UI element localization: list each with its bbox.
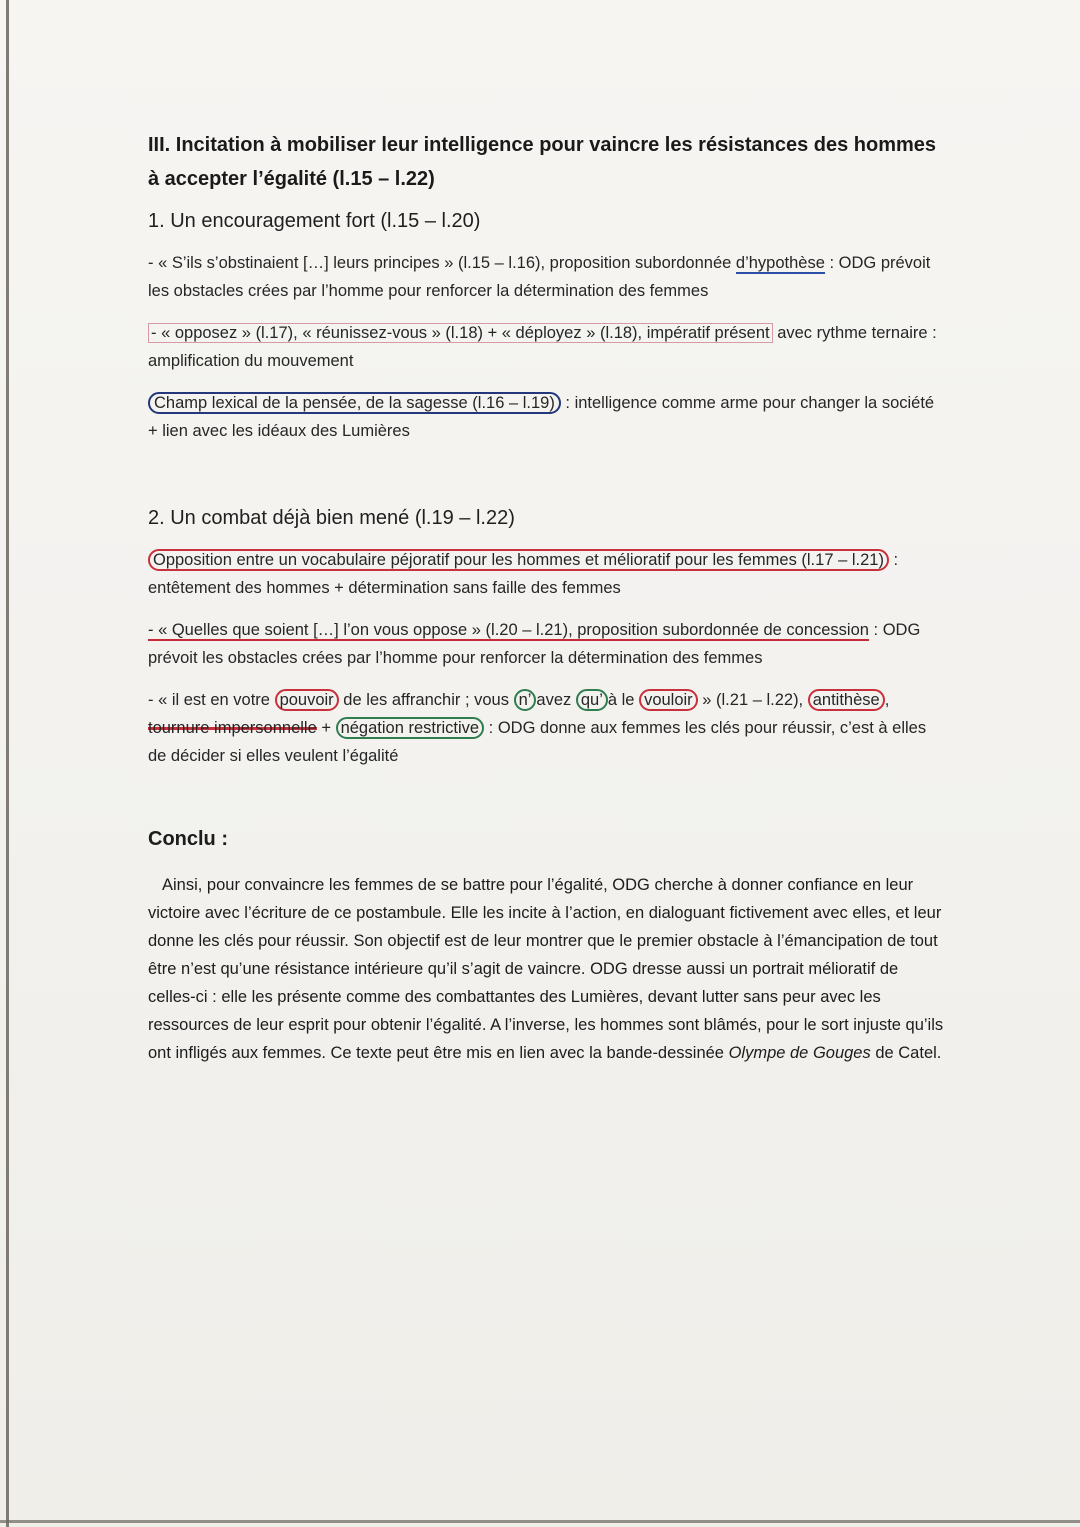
text-fragment: à le bbox=[607, 691, 640, 709]
explanation-text: : intelligence comme arme pour changer la société + lien avec les idéaux des Lumières bbox=[148, 394, 935, 440]
conclusion-text: Ainsi, pour convaincre les femmes de se battre pour l’égalité, ODG cherche à donner confiance en leur victoire avec l’écriture de ce postambule. Elle les incite à l’action, en dialoguant fictivement avec elles, et leur donne les clés pour réussir. Son objectif est de leur montrer que le premier obstacle à l’émancipation de tout être n’est qu’une résistance intérieure qu’il s’agit de vaincre. ODG dresse aussi un portrait mélioratif de celles-ci : elle les présente comme des combattantes des Lumières, devant lutter sans peur avec les ressources de leur esprit pour obtenir l’égalité. A l’inverse, les hommes sont blâmés, pour le sort injuste qu’ils ont infligés aux femmes. Ce texte peut être mis en lien avec la bande-dessinée bbox=[148, 876, 944, 1062]
circled-word: antithèse bbox=[808, 689, 885, 711]
circled-term: Opposition entre un vocabulaire péjoratif pour les hommes et mélioratif pour les femmes (l.17 – l.21) bbox=[148, 549, 889, 571]
underlined-term: d’hypothèse bbox=[735, 254, 825, 272]
text-fragment: - « il est en votre bbox=[148, 691, 275, 709]
paragraph-antithesis bbox=[148, 686, 948, 770]
circled-word: pouvoir bbox=[275, 689, 339, 711]
circled-word: vouloir bbox=[639, 689, 698, 711]
paragraph-opposition bbox=[148, 546, 948, 602]
document-content bbox=[148, 128, 948, 1067]
page-left-edge bbox=[6, 0, 9, 1527]
text-fragment: : ODG donne aux femmes les clés pour réussir, c’est à elles de décider si elles veulent l’égalité bbox=[148, 719, 927, 765]
section-3-title: III. Incitation à mobiliser leur intelligence pour vaincre les résistances des hommes à accepter l’égalité (l.15 – l.22) bbox=[148, 134, 937, 190]
text-fragment: de les affranchir ; vous bbox=[338, 691, 514, 709]
boxed-quote: - « opposez » (l.17), « réunissez-vous » (l.18) + « déployez » (l.18), impératif présent bbox=[148, 323, 773, 343]
conclusion-title: Conclu : bbox=[148, 828, 228, 850]
underlined-quote: - « Quelles que soient […] l’on vous oppose » (l.20 – l.21), proposition subordonnée de concession bbox=[148, 621, 869, 639]
conclusion-paragraph bbox=[148, 871, 948, 1067]
circled-word: n’ bbox=[514, 689, 537, 711]
paragraph-imperatives bbox=[148, 319, 948, 375]
paragraph-concession bbox=[148, 616, 948, 672]
subsection-1-title: 1. Un encouragement fort (l.15 – l.20) bbox=[148, 210, 481, 232]
explanation-text: avec rythme ternaire : amplification du mouvement bbox=[148, 324, 937, 370]
explanation-text: : ODG prévoit les obstacles crées par l’homme pour renforcer la détermination des femmes bbox=[148, 621, 921, 667]
highlighted-term: tournure impersonnelle bbox=[148, 719, 317, 737]
explanation-text: : entêtement des hommes + détermination sans faille des femmes bbox=[148, 551, 899, 597]
circled-term: Champ lexical de la pensée, de la sagesse (l.16 – l.19) bbox=[148, 392, 561, 414]
text-fragment: + bbox=[316, 719, 336, 737]
quote-text: - « S’ils s’obstinaient […] leurs principes » (l.15 – l.16), proposition subordonnée bbox=[148, 254, 736, 272]
book-title: Olympe de Gouges bbox=[728, 1044, 871, 1062]
text-fragment: , bbox=[884, 691, 890, 709]
circled-word: qu’ bbox=[576, 689, 608, 711]
circled-term: négation restrictive bbox=[336, 717, 485, 739]
conclusion-text-end: de Catel. bbox=[870, 1044, 942, 1062]
text-fragment: » (l.21 – l.22), bbox=[697, 691, 808, 709]
page-bottom-edge bbox=[0, 1520, 1080, 1523]
paragraph-lexical-field bbox=[148, 389, 948, 445]
subsection-2-title: 2. Un combat déjà bien mené (l.19 – l.22) bbox=[148, 507, 515, 529]
explanation-text: : ODG prévoit les obstacles crées par l’homme pour renforcer la détermination des femmes bbox=[148, 254, 931, 300]
text-fragment: avez bbox=[536, 691, 576, 709]
paragraph-hypothesis bbox=[148, 249, 948, 305]
